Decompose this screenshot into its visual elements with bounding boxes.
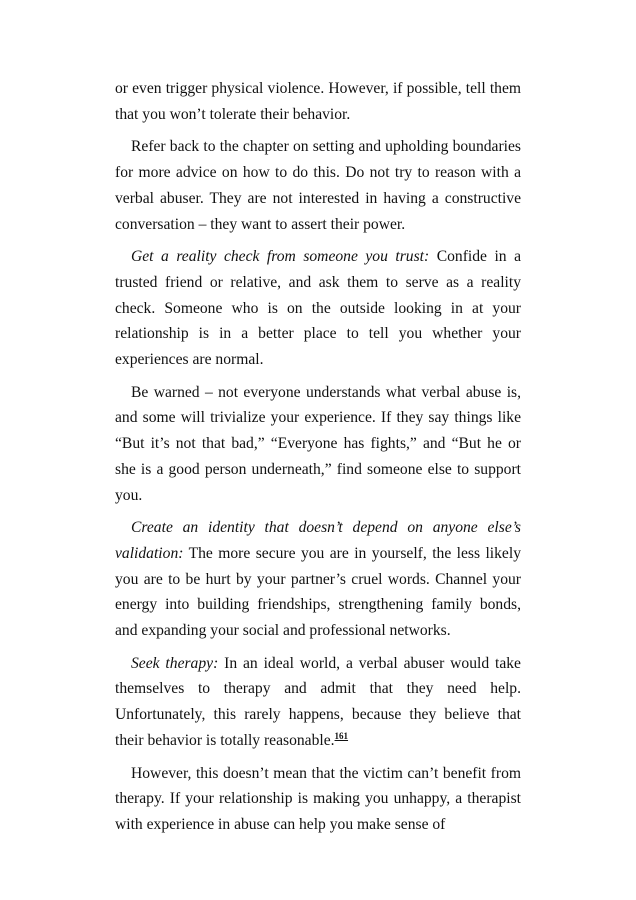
- paragraph-4: [115, 380, 521, 509]
- paragraph-3: [115, 244, 521, 373]
- paragraph-6: [115, 651, 521, 754]
- paragraph-text: However, this doesn’t mean that the victim can’t benefit from therapy. If your relationship is making you unhappy, a therapist with experience in abuse can help you make sense of: [115, 764, 521, 833]
- paragraph-text: The more secure you are in yourself, the less likely you are to be hurt by your partner’s cruel words. Channel your energy into building friendships, strengthening family bonds, and expanding your social and professional networks.: [115, 544, 521, 640]
- paragraph-lead-heading: Seek therapy:: [131, 654, 219, 672]
- paragraph-7: [115, 761, 521, 838]
- paragraph-text: or even trigger physical violence. However, if possible, tell them that you won’t tolerate their behavior.: [115, 80, 521, 123]
- page-body: [115, 76, 521, 845]
- paragraph-text: In an ideal world, a verbal abuser would take themselves to therapy and admit that they need help. Unfortunately, this rarely happens, because they believe that their behavior is totally reasonable.: [115, 654, 521, 749]
- paragraph-text: Refer back to the chapter on setting and upholding boundaries for more advice on how to do this. Do not try to reason with a verbal abuser. They are not interested in having a constructive conversation – they want to assert their power.: [115, 138, 521, 233]
- paragraph-lead-heading: Create an identity that doesn’t depend on anyone else’s validation:: [115, 519, 521, 562]
- paragraph-text: Be warned – not everyone understands what verbal abuse is, and some will trivialize your experience. If they say things like “But it’s not that bad,” “Everyone has fights,” and “But he or she is a good person underneath,” find someone else to support you.: [115, 383, 521, 504]
- paragraph-2: [115, 134, 521, 237]
- paragraph-5: [115, 515, 521, 644]
- footnote-link[interactable]: 161: [334, 730, 349, 741]
- paragraph-lead-heading: Get a reality check from someone you trust:: [131, 248, 430, 266]
- paragraph-text: Confide in a trusted friend or relative, and ask them to serve as a reality check. Someone who is on the outside looking in at your relationship is in a better place to tell you whether your experiences are normal.: [115, 248, 522, 369]
- paragraph-1: [115, 76, 521, 127]
